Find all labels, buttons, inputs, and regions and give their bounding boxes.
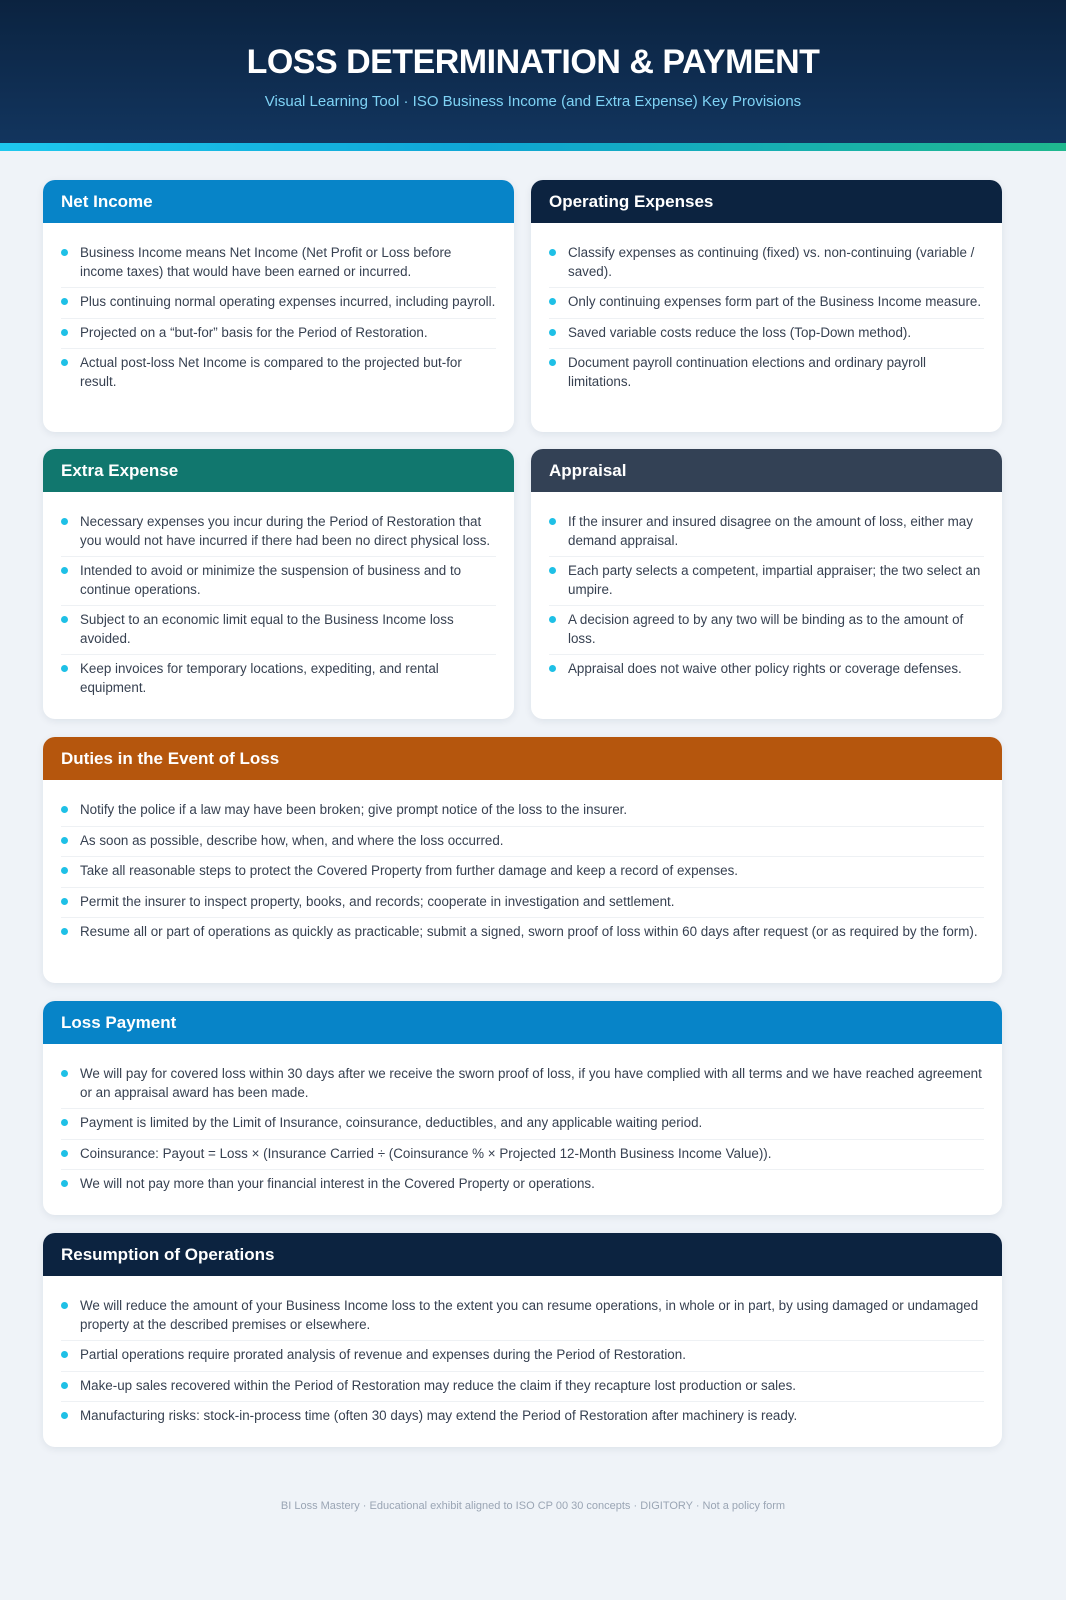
- list-item: [549, 557, 984, 606]
- bullet-icon: [61, 1302, 68, 1309]
- bullet-icon: [549, 359, 556, 366]
- bullet-icon: [61, 616, 68, 623]
- list-item: [61, 557, 496, 606]
- list-item: [61, 1372, 984, 1403]
- duties-card-title: Duties in the Event of Loss: [43, 737, 1002, 780]
- list-item: [61, 857, 984, 888]
- loss-payment-card: [43, 1001, 1002, 1215]
- list-item: [549, 319, 984, 350]
- list-item-text: Coinsurance: Payout = Loss × (Insurance Carried ÷ (Coinsurance % × Projected 12-Month Business Income Value)).: [80, 1145, 772, 1161]
- list-item: [549, 288, 984, 319]
- list-item: [61, 319, 496, 350]
- bullet-icon: [61, 867, 68, 874]
- extra-expense-card: [43, 449, 514, 719]
- list-item-text: Business Income means Net Income (Net Profit or Loss before income taxes) that would have been earned or incurred.: [80, 245, 452, 279]
- extra-expense-card-title: Extra Expense: [43, 449, 514, 492]
- list-item-text: Projected on a “but-for” basis for the Period of Restoration.: [80, 324, 428, 340]
- extra-expense-list: [43, 492, 514, 703]
- bullet-icon: [549, 298, 556, 305]
- bullet-icon: [549, 616, 556, 623]
- list-item-text: Appraisal does not waive other policy rights or coverage defenses.: [568, 661, 962, 676]
- list-item: [61, 606, 496, 655]
- list-item-text: Make-up sales recovered within the Period of Restoration may reduce the claim if they recapture lost production or sales.: [80, 1377, 797, 1393]
- bullet-icon: [61, 249, 68, 256]
- net-income-card-title: Net Income: [43, 180, 514, 223]
- list-item-text: We will not pay more than your financial interest in the Covered Property or operations.: [80, 1176, 595, 1191]
- list-item: [61, 827, 984, 858]
- bullet-icon: [61, 298, 68, 305]
- bullet-icon: [549, 329, 556, 336]
- page-footer: BI Loss Mastery · Educational exhibit aligned to ISO CP 00 30 concepts · DIGITORY · Not a policy form: [280, 1500, 786, 1512]
- bullet-icon: [61, 567, 68, 574]
- list-item-text: We will pay for covered loss within 30 days after we receive the sworn proof of loss, if you have complied with all terms and we have reached agreement or an appraisal award has been made.: [80, 1066, 982, 1100]
- list-item: [549, 508, 984, 557]
- resumption-card-title: Resumption of Operations: [43, 1233, 1002, 1276]
- list-item: [61, 288, 496, 319]
- list-item: [61, 1170, 984, 1200]
- list-item: [61, 1140, 984, 1171]
- list-item-text: Intended to avoid or minimize the suspension of business and to continue operations.: [80, 563, 462, 597]
- list-item-text: Document payroll continuation elections and ordinary payroll limitations.: [568, 355, 927, 389]
- list-item-text: Classify expenses as continuing (fixed) vs. non-continuing (variable / saved).: [568, 245, 975, 279]
- list-item: [61, 1402, 984, 1432]
- list-item-text: We will reduce the amount of your Business Income loss to the extent you can resume operations, in whole or in part, by using damaged or undamaged property at the described premises or elsewhere.: [80, 1298, 979, 1332]
- list-item: [61, 888, 984, 919]
- list-item-text: Notify the police if a law may have been broken; give prompt notice of the loss to the insurer.: [80, 802, 628, 817]
- list-item-text: Only continuing expenses form part of the Business Income measure.: [568, 294, 982, 309]
- list-item-text: Permit the insurer to inspect property, books, and records; cooperate in investigation and settlement.: [80, 893, 675, 909]
- bullet-icon: [61, 1412, 68, 1419]
- page-header: [0, 0, 1066, 143]
- bullet-icon: [61, 518, 68, 525]
- bullet-icon: [61, 1382, 68, 1389]
- list-item: [549, 655, 984, 685]
- net-income-card: [43, 180, 514, 432]
- list-item: [61, 655, 496, 703]
- list-item: [61, 508, 496, 557]
- bullet-icon: [61, 329, 68, 336]
- list-item: [61, 1060, 984, 1109]
- duties-list: [43, 780, 1002, 948]
- bullet-icon: [61, 359, 68, 366]
- appraisal-card: [531, 449, 1002, 719]
- bullet-icon: [61, 1119, 68, 1126]
- page-title: LOSS DETERMINATION & PAYMENT: [246, 43, 820, 81]
- list-item-text: Keep invoices for temporary locations, expediting, and rental equipment.: [80, 661, 439, 695]
- list-item-text: Manufacturing risks: stock-in-process time (often 30 days) may extend the Period of Restoration after machinery is ready.: [80, 1408, 798, 1423]
- duties-card: [43, 737, 1002, 983]
- bullet-icon: [61, 1150, 68, 1157]
- bullet-icon: [61, 898, 68, 905]
- header-accent-bar: [0, 143, 1066, 151]
- list-item: [61, 349, 496, 397]
- list-item: [61, 1292, 984, 1341]
- bullet-icon: [61, 1070, 68, 1077]
- bullet-icon: [61, 1180, 68, 1187]
- list-item: [61, 239, 496, 288]
- bullet-icon: [61, 837, 68, 844]
- list-item: [549, 239, 984, 288]
- list-item: [549, 349, 984, 397]
- list-item-text: Each party selects a competent, impartial appraiser; the two select an umpire.: [568, 563, 981, 597]
- bullet-icon: [61, 1351, 68, 1358]
- bullet-icon: [549, 665, 556, 672]
- list-item-text: Necessary expenses you incur during the Period of Restoration that you would not have incurred if there had been no direct physical loss.: [80, 514, 491, 548]
- list-item-text: Subject to an economic limit equal to the Business Income loss avoided.: [80, 612, 454, 646]
- list-item-text: Plus continuing normal operating expenses incurred, including payroll.: [80, 294, 496, 309]
- list-item-text: Take all reasonable steps to protect the Covered Property from further damage and keep a record of expenses.: [80, 863, 738, 878]
- list-item: [61, 1109, 984, 1140]
- bullet-icon: [61, 806, 68, 813]
- bullet-icon: [549, 249, 556, 256]
- appraisal-card-title: Appraisal: [531, 449, 1002, 492]
- list-item-text: Actual post-loss Net Income is compared to the projected but-for result.: [80, 355, 462, 389]
- appraisal-list: [531, 492, 1002, 685]
- resumption-card: [43, 1233, 1002, 1447]
- list-item-text: If the insurer and insured disagree on the amount of loss, either may demand appraisal.: [568, 514, 973, 548]
- list-item-text: As soon as possible, describe how, when, and where the loss occurred.: [80, 832, 504, 848]
- list-item-text: Payment is limited by the Limit of Insurance, coinsurance, deductibles, and any applicable waiting period.: [80, 1115, 703, 1130]
- loss-payment-list: [43, 1044, 1002, 1200]
- net-income-list: [43, 223, 514, 397]
- list-item: [61, 1341, 984, 1372]
- bullet-icon: [61, 665, 68, 672]
- bullet-icon: [549, 567, 556, 574]
- list-item-text: Resume all or part of operations as quickly as practicable; submit a signed, sworn proof of loss within 60 days after request (or as required by the form).: [80, 924, 978, 939]
- operating-expenses-card: [531, 180, 1002, 432]
- list-item: [61, 796, 984, 827]
- loss-payment-card-title: Loss Payment: [43, 1001, 1002, 1044]
- bullet-icon: [61, 928, 68, 935]
- list-item-text: Saved variable costs reduce the loss (Top-Down method).: [568, 324, 912, 340]
- operating-expenses-card-title: Operating Expenses: [531, 180, 1002, 223]
- operating-expenses-list: [531, 223, 1002, 397]
- list-item-text: A decision agreed to by any two will be binding as to the amount of loss.: [568, 612, 964, 646]
- resumption-list: [43, 1276, 1002, 1432]
- list-item: [61, 918, 984, 948]
- page-subtitle: Visual Learning Tool · ISO Business Income (and Extra Expense) Key Provisions: [264, 93, 802, 110]
- list-item: [549, 606, 984, 655]
- list-item-text: Partial operations require prorated analysis of revenue and expenses during the Period of Restoration.: [80, 1347, 686, 1362]
- bullet-icon: [549, 518, 556, 525]
